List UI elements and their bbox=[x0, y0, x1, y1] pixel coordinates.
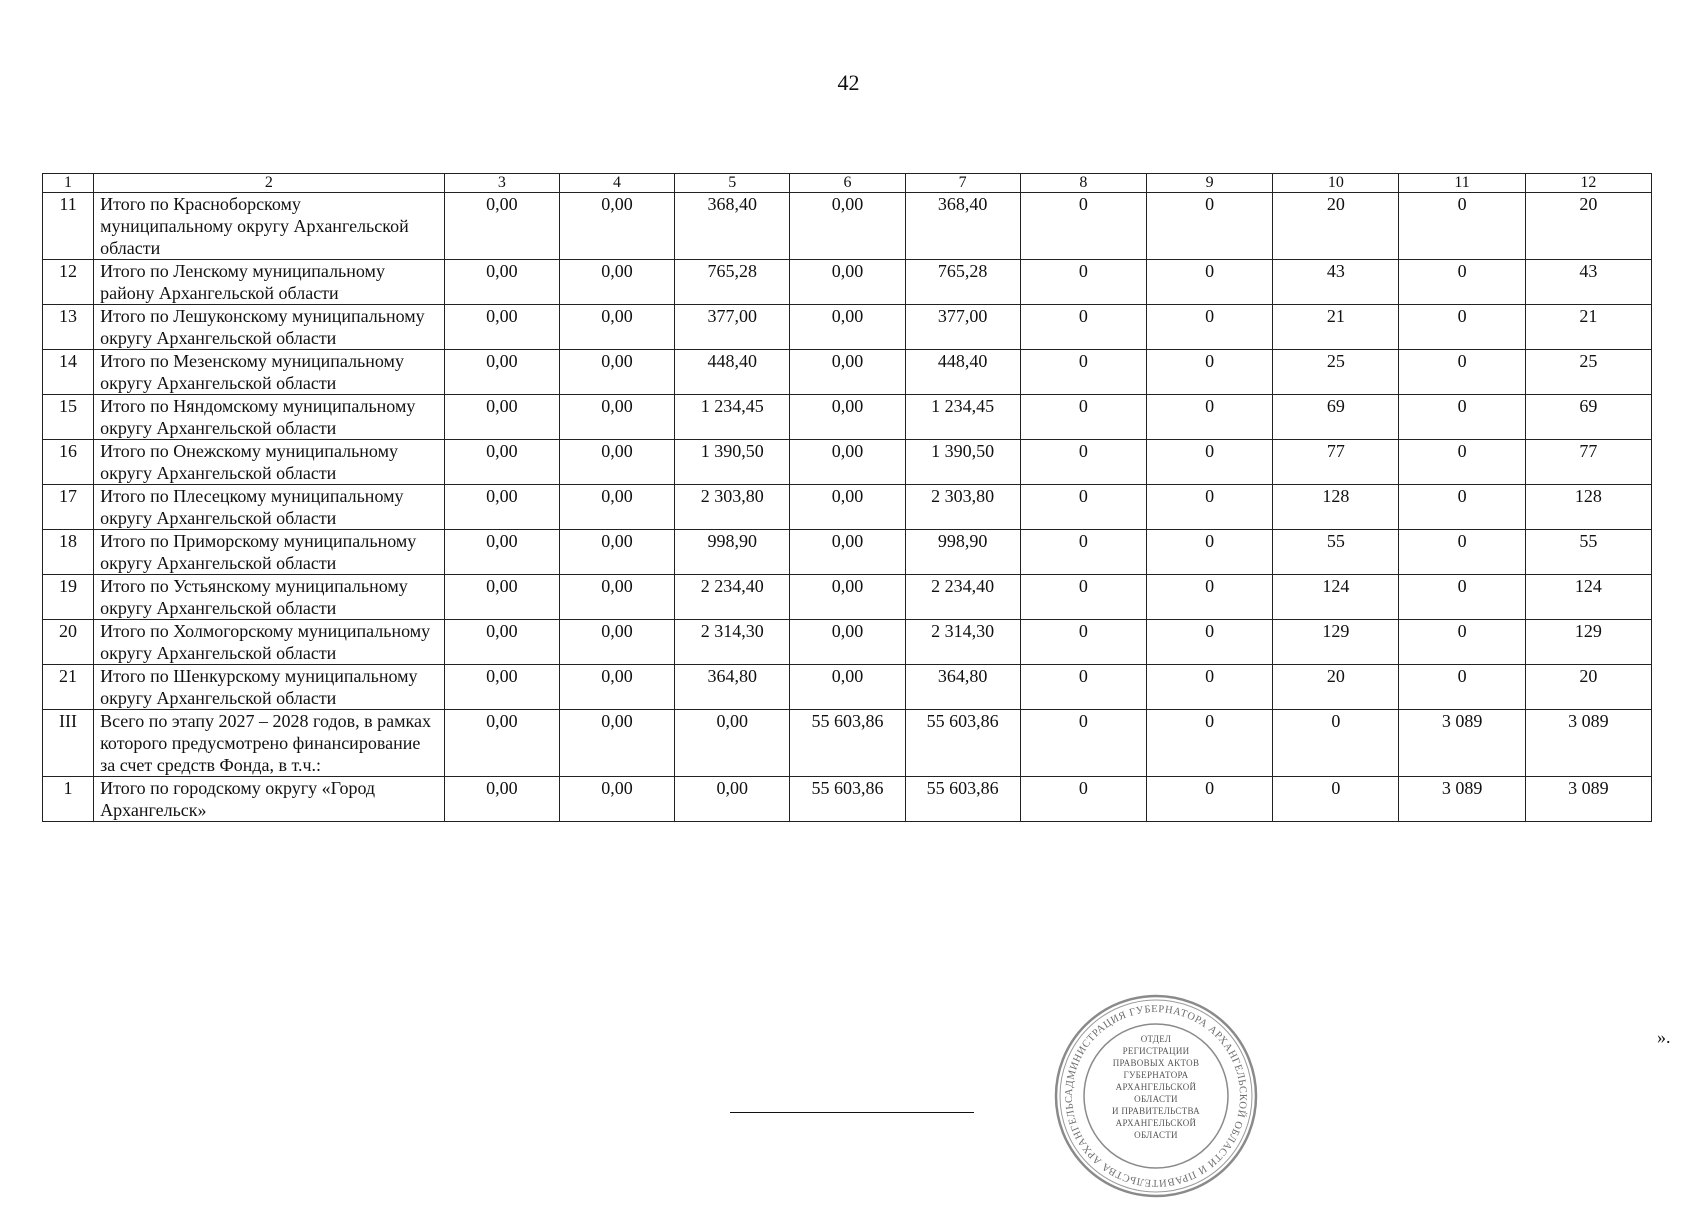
stamp-line: ПРАВОВЫХ АКТОВ bbox=[1112, 1058, 1200, 1068]
table-row bbox=[43, 395, 1652, 440]
value-cell: 0,00 bbox=[559, 260, 674, 305]
table-row bbox=[43, 485, 1652, 530]
value-cell: 2 303,80 bbox=[905, 485, 1020, 530]
stamp-line: ОБЛАСТИ bbox=[1134, 1130, 1178, 1140]
value-cell: 0 bbox=[1399, 575, 1525, 620]
value-cell: 0,00 bbox=[790, 485, 905, 530]
value-cell: 0 bbox=[1273, 777, 1399, 822]
value-cell: 0 bbox=[1146, 777, 1272, 822]
value-cell: 0,00 bbox=[444, 440, 559, 485]
value-cell: 43 bbox=[1525, 260, 1651, 305]
value-cell: 0 bbox=[1020, 530, 1146, 575]
value-cell: 55 bbox=[1273, 530, 1399, 575]
value-cell: 3 089 bbox=[1399, 710, 1525, 777]
value-cell: 0 bbox=[1020, 350, 1146, 395]
value-cell: 25 bbox=[1525, 350, 1651, 395]
row-name: Итого по Холмогорскому муниципальному округу Архангельской области bbox=[94, 620, 445, 665]
row-number: 14 bbox=[43, 350, 94, 395]
value-cell: 0 bbox=[1020, 193, 1146, 260]
value-cell: 0,00 bbox=[444, 485, 559, 530]
value-cell: 0 bbox=[1399, 193, 1525, 260]
row-number: 11 bbox=[43, 193, 94, 260]
value-cell: 0,00 bbox=[790, 260, 905, 305]
row-number: 1 bbox=[43, 777, 94, 822]
row-name: Итого по Плесецкому муниципальному округу Архангельской области bbox=[94, 485, 445, 530]
value-cell: 21 bbox=[1273, 305, 1399, 350]
value-cell: 0,00 bbox=[559, 350, 674, 395]
value-cell: 0,00 bbox=[444, 305, 559, 350]
value-cell: 0 bbox=[1399, 305, 1525, 350]
value-cell: 0,00 bbox=[675, 710, 790, 777]
value-cell: 21 bbox=[1525, 305, 1651, 350]
table-row bbox=[43, 530, 1652, 575]
data-table bbox=[42, 173, 1652, 822]
value-cell: 0 bbox=[1399, 620, 1525, 665]
value-cell: 0,00 bbox=[559, 530, 674, 575]
row-name: Итого по Лешуконскому муниципальному округу Архангельской области bbox=[94, 305, 445, 350]
value-cell: 0 bbox=[1399, 530, 1525, 575]
registration-stamp bbox=[1048, 993, 1264, 1200]
stamp-text bbox=[1088, 1033, 1224, 1141]
column-header: 4 bbox=[559, 174, 674, 193]
stamp-line: РЕГИСТРАЦИИ bbox=[1122, 1046, 1190, 1056]
row-number: III bbox=[43, 710, 94, 777]
value-cell: 0,00 bbox=[790, 440, 905, 485]
stamp-line: ГУБЕРНАТОРА bbox=[1123, 1070, 1189, 1080]
value-cell: 20 bbox=[1525, 665, 1651, 710]
value-cell: 0,00 bbox=[790, 395, 905, 440]
value-cell: 20 bbox=[1273, 193, 1399, 260]
header-row bbox=[43, 174, 1652, 193]
value-cell: 3 089 bbox=[1525, 777, 1651, 822]
row-name: Итого по Няндомскому муниципальному округу Архангельской области bbox=[94, 395, 445, 440]
row-name: Итого по Устьянскому муниципальному округу Архангельской области bbox=[94, 575, 445, 620]
table-row bbox=[43, 777, 1652, 822]
value-cell: 0 bbox=[1146, 575, 1272, 620]
value-cell: 448,40 bbox=[905, 350, 1020, 395]
value-cell: 364,80 bbox=[905, 665, 1020, 710]
row-name: Всего по этапу 2027 – 2028 годов, в рамках которого предусмотрено финансирование за счет средств Фонда, в т.ч.: bbox=[94, 710, 445, 777]
value-cell: 0,00 bbox=[444, 193, 559, 260]
value-cell: 55 bbox=[1525, 530, 1651, 575]
value-cell: 0,00 bbox=[790, 575, 905, 620]
value-cell: 55 603,86 bbox=[905, 777, 1020, 822]
value-cell: 0,00 bbox=[444, 260, 559, 305]
column-header: 6 bbox=[790, 174, 905, 193]
value-cell: 368,40 bbox=[675, 193, 790, 260]
row-number: 17 bbox=[43, 485, 94, 530]
value-cell: 0 bbox=[1146, 485, 1272, 530]
value-cell: 0,00 bbox=[444, 665, 559, 710]
value-cell: 55 603,86 bbox=[790, 710, 905, 777]
value-cell: 0,00 bbox=[444, 530, 559, 575]
value-cell: 377,00 bbox=[905, 305, 1020, 350]
value-cell: 0,00 bbox=[444, 777, 559, 822]
value-cell: 0,00 bbox=[559, 665, 674, 710]
column-header: 7 bbox=[905, 174, 1020, 193]
value-cell: 25 bbox=[1273, 350, 1399, 395]
value-cell: 0,00 bbox=[675, 777, 790, 822]
table-row bbox=[43, 665, 1652, 710]
value-cell: 0,00 bbox=[444, 710, 559, 777]
value-cell: 128 bbox=[1273, 485, 1399, 530]
value-cell: 0 bbox=[1399, 665, 1525, 710]
value-cell: 368,40 bbox=[905, 193, 1020, 260]
value-cell: 364,80 bbox=[675, 665, 790, 710]
table-row bbox=[43, 620, 1652, 665]
row-name: Итого по городскому округу «Город Архангельск» bbox=[94, 777, 445, 822]
value-cell: 1 234,45 bbox=[905, 395, 1020, 440]
value-cell: 0 bbox=[1146, 530, 1272, 575]
row-name: Итого по Мезенскому муниципальному округу Архангельской области bbox=[94, 350, 445, 395]
row-number: 19 bbox=[43, 575, 94, 620]
value-cell: 2 314,30 bbox=[905, 620, 1020, 665]
value-cell: 0 bbox=[1020, 395, 1146, 440]
value-cell: 0 bbox=[1146, 620, 1272, 665]
stamp-line: ОБЛАСТИ bbox=[1134, 1094, 1178, 1104]
value-cell: 2 314,30 bbox=[675, 620, 790, 665]
value-cell: 69 bbox=[1273, 395, 1399, 440]
value-cell: 20 bbox=[1273, 665, 1399, 710]
page-number: 42 bbox=[837, 70, 860, 95]
row-number: 21 bbox=[43, 665, 94, 710]
value-cell: 0,00 bbox=[559, 305, 674, 350]
row-name: Итого по Приморскому муниципальному округу Архангельской области bbox=[94, 530, 445, 575]
row-number: 13 bbox=[43, 305, 94, 350]
value-cell: 0 bbox=[1020, 777, 1146, 822]
value-cell: 55 603,86 bbox=[905, 710, 1020, 777]
value-cell: 0 bbox=[1020, 710, 1146, 777]
value-cell: 77 bbox=[1273, 440, 1399, 485]
table-row bbox=[43, 260, 1652, 305]
value-cell: 0 bbox=[1020, 620, 1146, 665]
value-cell: 0,00 bbox=[559, 777, 674, 822]
row-number: 18 bbox=[43, 530, 94, 575]
stamp-line: АРХАНГЕЛЬСКОЙ bbox=[1115, 1118, 1197, 1128]
value-cell: 0,00 bbox=[444, 395, 559, 440]
value-cell: 1 234,45 bbox=[675, 395, 790, 440]
table-row bbox=[43, 575, 1652, 620]
column-header: 2 bbox=[94, 174, 445, 193]
table-row bbox=[43, 350, 1652, 395]
value-cell: 0 bbox=[1146, 305, 1272, 350]
value-cell: 3 089 bbox=[1525, 710, 1651, 777]
value-cell: 0 bbox=[1020, 575, 1146, 620]
value-cell: 0,00 bbox=[444, 350, 559, 395]
row-name: Итого по Красноборскому муниципальному округу Архангельской области bbox=[94, 193, 445, 260]
row-number: 12 bbox=[43, 260, 94, 305]
row-name: Итого по Ленскому муниципальному району Архангельской области bbox=[94, 260, 445, 305]
column-header: 11 bbox=[1399, 174, 1525, 193]
value-cell: 0 bbox=[1146, 710, 1272, 777]
column-header: 3 bbox=[444, 174, 559, 193]
value-cell: 765,28 bbox=[905, 260, 1020, 305]
value-cell: 0 bbox=[1399, 395, 1525, 440]
table-row bbox=[43, 710, 1652, 777]
value-cell: 998,90 bbox=[675, 530, 790, 575]
value-cell: 0 bbox=[1399, 485, 1525, 530]
closing-quote: ». bbox=[1657, 1027, 1671, 1047]
value-cell: 448,40 bbox=[675, 350, 790, 395]
value-cell: 69 bbox=[1525, 395, 1651, 440]
column-header: 10 bbox=[1273, 174, 1399, 193]
row-name: Итого по Онежскому муниципальному округу Архангельской области bbox=[94, 440, 445, 485]
value-cell: 0 bbox=[1020, 665, 1146, 710]
value-cell: 0 bbox=[1146, 260, 1272, 305]
value-cell: 1 390,50 bbox=[905, 440, 1020, 485]
column-header: 5 bbox=[675, 174, 790, 193]
value-cell: 0 bbox=[1399, 440, 1525, 485]
value-cell: 0,00 bbox=[790, 350, 905, 395]
value-cell: 124 bbox=[1525, 575, 1651, 620]
value-cell: 998,90 bbox=[905, 530, 1020, 575]
column-header: 8 bbox=[1020, 174, 1146, 193]
table-row bbox=[43, 305, 1652, 350]
value-cell: 0,00 bbox=[790, 305, 905, 350]
value-cell: 55 603,86 bbox=[790, 777, 905, 822]
column-header: 1 bbox=[43, 174, 94, 193]
value-cell: 2 234,40 bbox=[905, 575, 1020, 620]
footer-line bbox=[730, 1112, 974, 1113]
value-cell: 129 bbox=[1525, 620, 1651, 665]
value-cell: 0,00 bbox=[559, 620, 674, 665]
column-header: 9 bbox=[1146, 174, 1272, 193]
value-cell: 0 bbox=[1146, 440, 1272, 485]
value-cell: 765,28 bbox=[675, 260, 790, 305]
stamp-line: АРХАНГЕЛЬСКОЙ bbox=[1115, 1082, 1197, 1092]
column-header: 12 bbox=[1525, 174, 1651, 193]
value-cell: 0 bbox=[1020, 260, 1146, 305]
value-cell: 0,00 bbox=[559, 395, 674, 440]
value-cell: 0,00 bbox=[559, 710, 674, 777]
value-cell: 0 bbox=[1399, 260, 1525, 305]
stamp-line: И ПРАВИТЕЛЬСТВА bbox=[1112, 1106, 1200, 1116]
value-cell: 0 bbox=[1020, 485, 1146, 530]
value-cell: 0 bbox=[1020, 305, 1146, 350]
stamp-line: ОТДЕЛ bbox=[1140, 1034, 1172, 1044]
value-cell: 2 303,80 bbox=[675, 485, 790, 530]
value-cell: 0 bbox=[1399, 350, 1525, 395]
value-cell: 0,00 bbox=[559, 193, 674, 260]
value-cell: 0 bbox=[1146, 395, 1272, 440]
value-cell: 0,00 bbox=[790, 530, 905, 575]
value-cell: 128 bbox=[1525, 485, 1651, 530]
table-row bbox=[43, 193, 1652, 260]
value-cell: 0,00 bbox=[559, 575, 674, 620]
value-cell: 20 bbox=[1525, 193, 1651, 260]
value-cell: 77 bbox=[1525, 440, 1651, 485]
value-cell: 0 bbox=[1146, 350, 1272, 395]
value-cell: 0,00 bbox=[559, 440, 674, 485]
row-number: 15 bbox=[43, 395, 94, 440]
value-cell: 0 bbox=[1020, 440, 1146, 485]
row-number: 20 bbox=[43, 620, 94, 665]
value-cell: 0 bbox=[1146, 193, 1272, 260]
value-cell: 0,00 bbox=[790, 620, 905, 665]
value-cell: 43 bbox=[1273, 260, 1399, 305]
value-cell: 377,00 bbox=[675, 305, 790, 350]
value-cell: 1 390,50 bbox=[675, 440, 790, 485]
value-cell: 2 234,40 bbox=[675, 575, 790, 620]
row-number: 16 bbox=[43, 440, 94, 485]
svg-text:АДМИНИСТРАЦИЯ ГУБЕРНАТОРА АРХА: АДМИНИСТРАЦИЯ ГУБЕРНАТОРА АРХАНГЕЛЬСКОЙ ОБЛАСТИ И ПРАВИТЕЛЬСТВА АРХАНГЕЛЬС bbox=[1063, 1003, 1249, 1189]
value-cell: 0,00 bbox=[790, 665, 905, 710]
value-cell: 0 bbox=[1146, 665, 1272, 710]
value-cell: 0 bbox=[1273, 710, 1399, 777]
value-cell: 0,00 bbox=[790, 193, 905, 260]
value-cell: 0,00 bbox=[444, 575, 559, 620]
table-row bbox=[43, 440, 1652, 485]
value-cell: 129 bbox=[1273, 620, 1399, 665]
value-cell: 0,00 bbox=[444, 620, 559, 665]
value-cell: 124 bbox=[1273, 575, 1399, 620]
value-cell: 3 089 bbox=[1399, 777, 1525, 822]
value-cell: 0,00 bbox=[559, 485, 674, 530]
row-name: Итого по Шенкурскому муниципальному округу Архангельской области bbox=[94, 665, 445, 710]
